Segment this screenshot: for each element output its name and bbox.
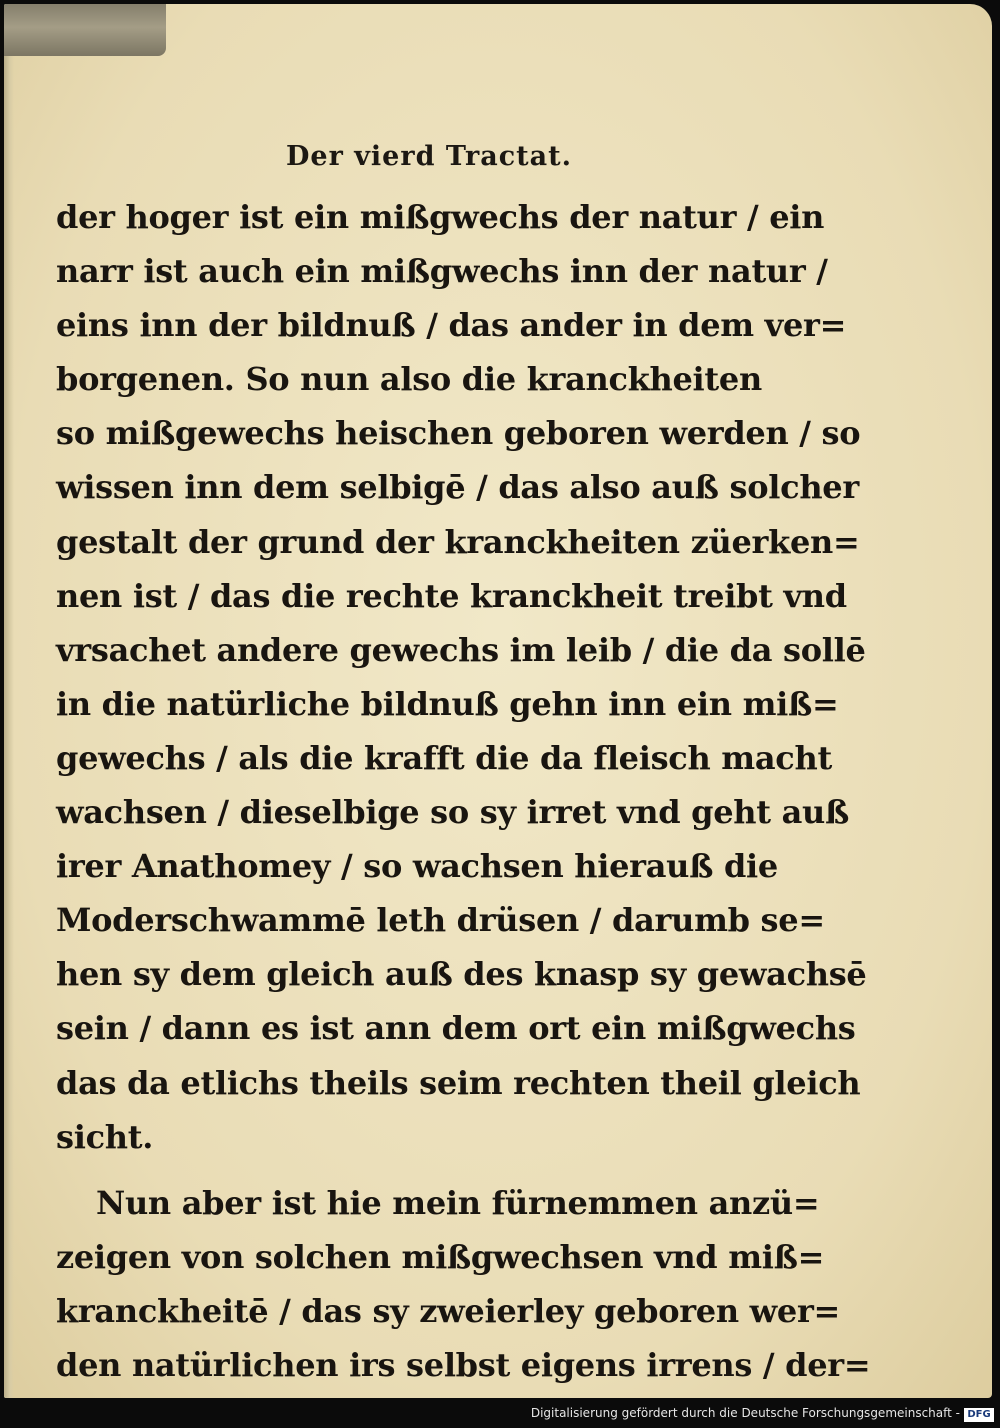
- footer-credit: Digitalisierung gefördert durch die Deutsche Forschungsgemeinschaft -: [530, 1406, 960, 1420]
- paragraph-gap: [56, 1164, 746, 1176]
- text-line: Nun aber ist hie mein fürnemmen anzü=: [96, 1183, 820, 1222]
- text-line: wissen inn dem selbigē / das also auß solcher: [56, 468, 859, 507]
- page-binding-edge: [4, 4, 14, 1398]
- text-line: so mißgewechs heischen geboren werden / so: [56, 414, 861, 453]
- text-line: sicht.: [56, 1117, 154, 1156]
- footer-bar: [0, 1398, 1000, 1428]
- text-line: sein / dann es ist ann dem ort ein mißgwechs: [56, 1009, 856, 1048]
- text-line: vrsachet andere gewechs im leib / die da sollē: [56, 630, 866, 669]
- text-line: borgenen. So nun also die kranckheiten: [56, 360, 762, 399]
- text-line: nen ist / das die rechte kranckheit treibt vnd: [56, 576, 847, 615]
- binding-tape: [4, 4, 166, 56]
- text-line: den natürlichen irs selbst eigens irrens / der=: [56, 1345, 871, 1384]
- text-line: gestalt der grund der kranckheiten züerken=: [56, 522, 860, 561]
- text-line: zeigen von solchen mißgwechsen vnd miß=: [56, 1237, 825, 1276]
- text-line: narr ist auch ein mißgwechs inn der natur /: [56, 252, 828, 291]
- running-head: Der vierd Tractat.: [286, 141, 572, 172]
- text-line: gewechs / als die krafft die da fleisch macht: [56, 738, 832, 777]
- text-line: wachsen / dieselbige so sy irret vnd geht auß: [56, 793, 849, 832]
- book-page: [4, 4, 992, 1398]
- text-line: irer Anathomey / so wachsen hierauß die: [56, 847, 778, 886]
- text-line: der hoger ist ein mißgwechs der natur / ein: [56, 198, 825, 236]
- text-line: Moderschwammē leth drüsen / darumb se=: [56, 901, 825, 940]
- text-line: in die natürliche bildnuß gehn inn ein miß=: [56, 684, 839, 723]
- dfg-logo: DFG: [964, 1408, 994, 1422]
- text-line: eins inn der bildnuß / das ander in dem ver=: [56, 306, 847, 345]
- text-line: hen sy dem gleich auß des knasp sy gewachsē: [56, 955, 867, 994]
- text-block: [56, 190, 871, 1398]
- text-line: das da etlichs theils seim rechten theil gleich: [56, 1063, 861, 1102]
- text-line: kranckheitē / das sy zweierley geboren wer=: [56, 1291, 841, 1330]
